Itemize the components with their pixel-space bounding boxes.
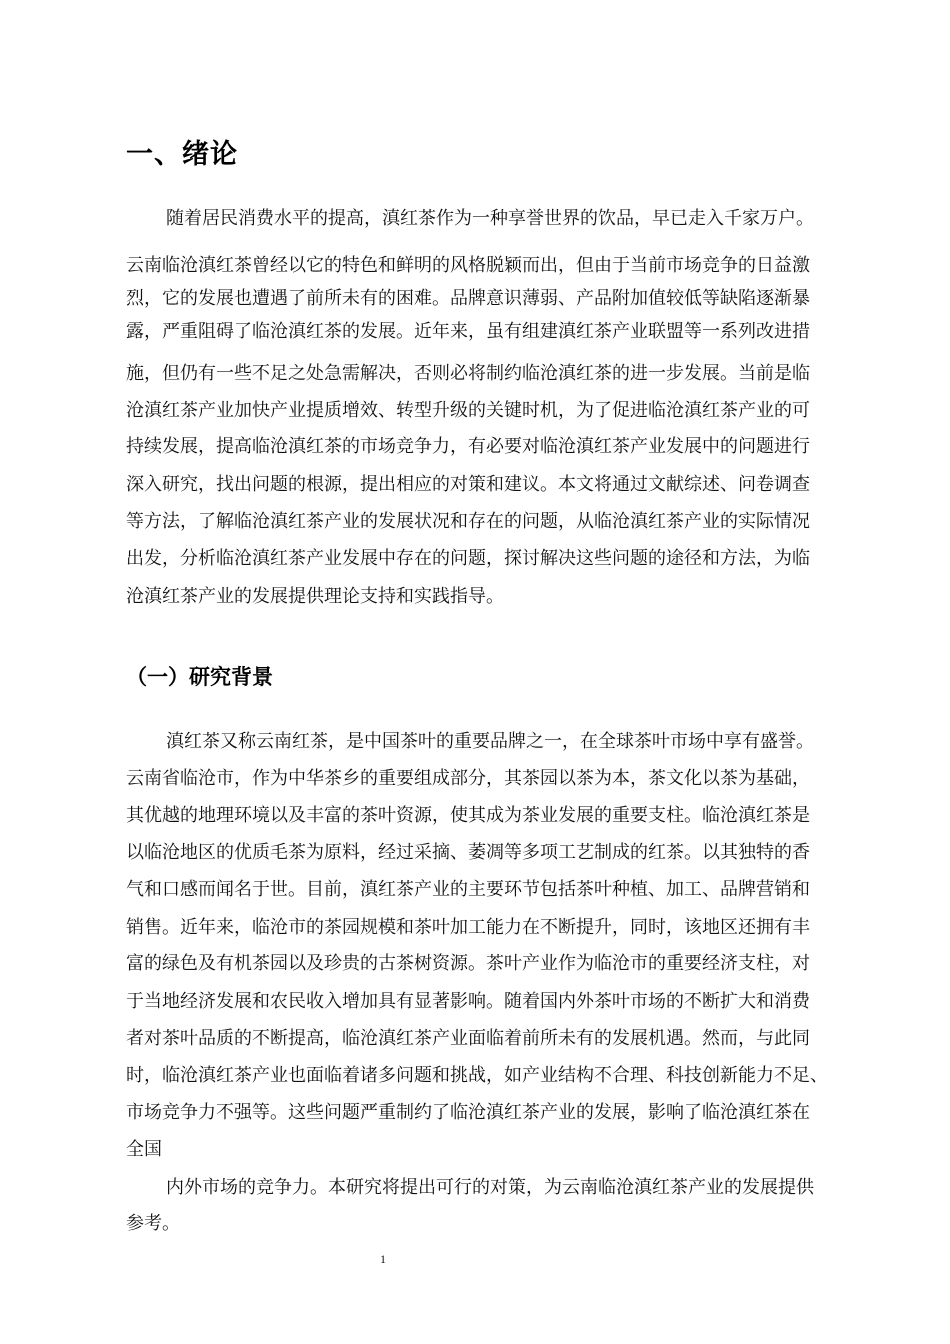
background-line: 市场竞争力不强等。这些问题严重制约了临沧滇红茶产业的发展，影响了临沧滇红茶在: [126, 1102, 810, 1123]
intro-line: 深入研究，找出问题的根源，提出相应的对策和建议。本文将通过文献综述、问卷调查: [126, 474, 810, 495]
background-line: 云南省临沧市，作为中华茶乡的重要组成部分，其茶园以茶为本，茶文化以茶为基础，: [126, 768, 810, 789]
background-line: 滇红茶又称云南红茶，是中国茶叶的重要品牌之一，在全球茶叶市场中享有盛誉。: [166, 731, 814, 752]
subsection-title: （一）研究背景: [126, 665, 273, 689]
background-line: 全国: [126, 1139, 162, 1160]
background-line: 于当地经济发展和农民收入增加具有显著影响。随着国内外茶叶市场的不断扩大和消费: [126, 991, 810, 1012]
intro-line: 等方法，了解临沧滇红茶产业的发展状况和存在的问题，从临沧滇红茶产业的实际情况: [126, 511, 810, 532]
background-line: 其优越的地理环境以及丰富的茶叶资源，使其成为茶业发展的重要支柱。临沧滇红茶是: [126, 805, 810, 826]
background-line: 富的绿色及有机茶园以及珍贵的古茶树资源。茶叶产业作为临沧市的重要经济支柱，对: [126, 953, 810, 974]
background-line: 参考。: [126, 1213, 180, 1234]
intro-line: 施，但仍有一些不足之处急需解决，否则必将制约临沧滇红茶的进一步发展。当前是临: [126, 363, 810, 384]
intro-line: 烈，它的发展也遭遇了前所未有的困难。品牌意识薄弱、产品附加值较低等缺陷逐渐暴: [126, 288, 810, 309]
intro-line: 出发，分析临沧滇红茶产业发展中存在的问题，探讨解决这些问题的途径和方法，为临: [126, 548, 810, 569]
intro-line: 露，严重阻碍了临沧滇红茶的发展。近年来，虽有组建滇红茶产业联盟等一系列改进措: [126, 321, 810, 342]
section-title: 一、绪论: [126, 139, 238, 170]
intro-line: 随着居民消费水平的提高，滇红茶作为一种享誉世界的饮品，早已走入千家万户。: [166, 208, 814, 229]
background-line: 内外市场的竞争力。本研究将提出可行的对策，为云南临沧滇红茶产业的发展提供: [166, 1177, 814, 1198]
background-line: 以临沧地区的优质毛茶为原料，经过采摘、萎凋等多项工艺制成的红茶。以其独特的香: [126, 842, 810, 863]
page-number: 1: [380, 1252, 386, 1266]
background-line: 气和口感而闻名于世。目前，滇红茶产业的主要环节包括茶叶种植、加工、品牌营销和: [126, 879, 810, 900]
background-line: 时，临沧滇红茶产业也面临着诸多问题和挑战，如产业结构不合理、科技创新能力不足、: [126, 1065, 828, 1086]
intro-line: 沧滇红茶产业加快产业提质增效、转型升级的关键时机，为了促进临沧滇红茶产业的可: [126, 400, 810, 421]
intro-line: 持续发展，提高临沧滇红茶的市场竞争力，有必要对临沧滇红茶产业发展中的问题进行: [126, 436, 810, 457]
intro-line: 沧滇红茶产业的发展提供理论支持和实践指导。: [126, 586, 504, 607]
intro-line: 云南临沧滇红茶曾经以它的特色和鲜明的风格脱颖而出，但由于当前市场竞争的日益激: [126, 255, 810, 276]
background-line: 者对茶叶品质的不断提高，临沧滇红茶产业面临着前所未有的发展机遇。然而，与此同: [126, 1028, 810, 1049]
background-line: 销售。近年来，临沧市的茶园规模和茶叶加工能力在不断提升，同时，该地区还拥有丰: [126, 917, 810, 938]
